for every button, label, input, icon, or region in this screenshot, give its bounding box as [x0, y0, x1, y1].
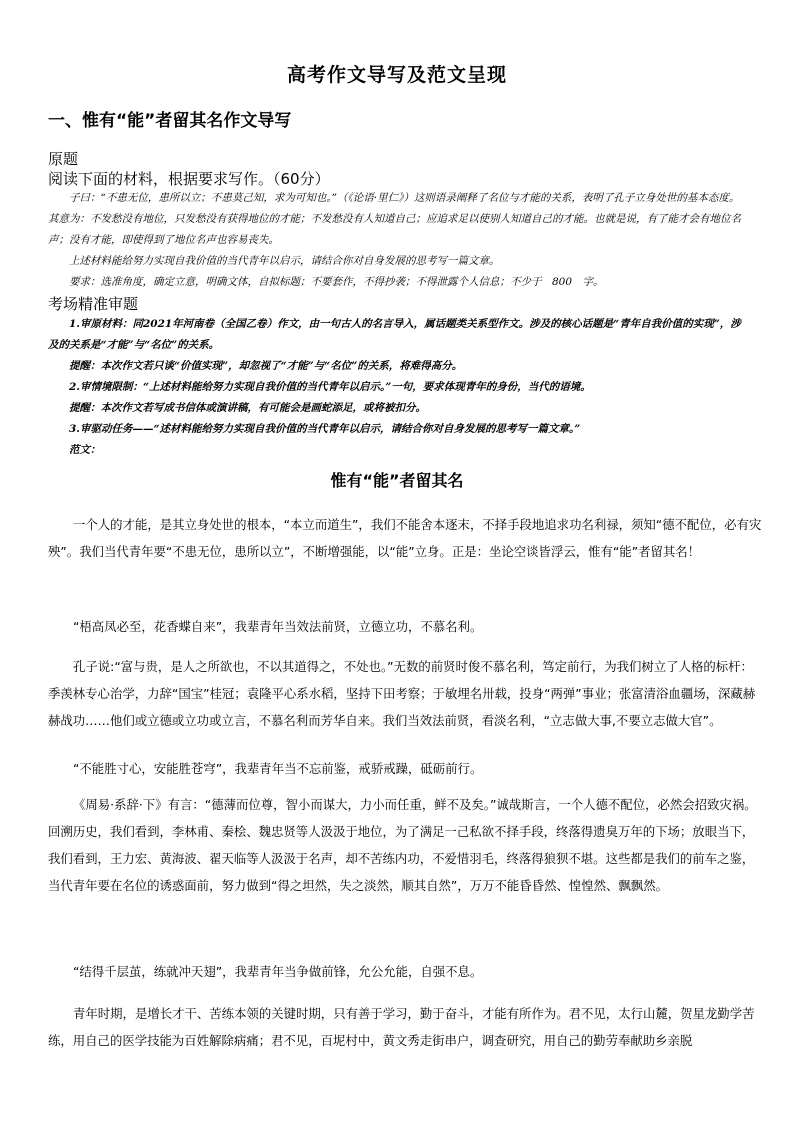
analysis-item-3: 3.审驱动任务——“述材料能给努力实现自我价值的当代青年以启示，请结合你对自身发展的思考写一篇文章。” [69, 423, 581, 435]
analysis-item-1: 1.审原材料：同2021年河南卷（全国乙卷）作文，由一句古人的名言导入，属话题类关系型作文。涉及的核心话题是“青年自我价值的实现”，涉及的关系是“才能”与“名位”的关系。 [48, 318, 741, 351]
model-essay-label: 范文： [69, 444, 101, 456]
essay-paragraph-7 [48, 1000, 763, 1054]
essay-title: 惟有“能”者留其名 [330, 471, 464, 490]
prompt-line: 阅读下面的材料，根据要求写作。（60分） [48, 170, 330, 188]
analysis-tip-1: 提醒：本次作文若只谈“价值实现”，却忽视了“才能”与“名位”的关系，将难得高分。 [69, 360, 463, 372]
essay-paragraph-6 [48, 958, 763, 985]
document-title: 高考作文导写及范文呈现 [286, 64, 507, 86]
essay-paragraph-1 [48, 511, 763, 565]
essay-text: 青年时期，是增长才干、苦练本领的关键时期，只有善于学习，勤于奋斗，才能有所作为。君不见，太行山麓，贺星龙勤学苦练，用自己的医学技能为百姓解除病痛；君不见，百坭村中，黄文秀走街串户，调查研究，用自己的勤劳奉献助乡亲脱 [48, 1006, 755, 1048]
material-requirements: 要求：选准角度，确定立意，明确文体，自拟标题；不要套作，不得抄袭；不得泄露个人信息；不少于 800 字。 [69, 276, 604, 288]
analysis-item-2: 2.审情境限制：“上述材料能给努力实现自我价值的当代青年以启示。”一句，要求体现青年的身份，当代的语境。 [69, 381, 591, 393]
essay-text: “结得千层茧，练就冲天翅”，我辈青年当争做前锋，允公允能，自强不息。 [73, 964, 483, 979]
material-block [48, 188, 748, 293]
material-instruction: 上述材料能给努力实现自我价值的当代青年以启示，请结合你对自身发展的思考写一篇文章。 [69, 255, 500, 267]
analysis-block [48, 314, 748, 461]
section-heading: 一、惟有“能”者留其名作文导写 [48, 111, 292, 131]
origin-label: 原题 [48, 150, 79, 168]
exam-analysis-label: 考场精准审题 [48, 295, 139, 313]
essay-text: 《周易·系辞·下》有言：“德薄而位尊，智小而谋大，力小而任重，鲜不及矣。”诚哉斯言，一个人德不配位，必然会招致灾祸。回溯历史，我们看到，李林甫、秦桧、魏忠贤等人汲汲于地位，为了满足一己私欲不择手段，终落得遗臭万年的下场；放眼当下，我们看到，王力宏、黄海波、翟天临等人汲汲于名声，却不苦练内功，不爱惜羽毛，终落得狼狈不堪。这些都是我们的前车之鉴，当代青年要在名位的诱惑面前，努力做到“得之坦然，失之淡然，顺其自然”，万万不能昏昏然、惶惶然、飘飘然。 [48, 797, 757, 893]
essay-paragraph-3 [48, 653, 763, 734]
essay-text: “不能胜寸心，安能胜苍穹”，我辈青年当不忘前鉴，戒骄戒躁，砥砺前行。 [73, 761, 483, 776]
essay-text: 孔子说:“富与贵，是人之所欲也，不以其道得之，不处也。”无数的前贤时俊不慕名利，笃定前行，为我们树立了人格的标杆：季羡林专心治学，力辞“国宝”桂冠；袁隆平心系水稻，坚持下田考察；于敏埋名卅载，投身“两弹”事业；张富清浴血疆场，深藏赫赫战功……他们或立德或立功或立言，不慕名利而芳华自来。我们当效法前贤，看淡名利，“立志做大事,不要立志做大官”。 [48, 659, 756, 728]
material-quote: 子曰：“不患无位，患所以立；不患莫己知，求为可知也。”（《论语·里仁》）这则语录阐释了名位与才能的关系，表明了孔子立身处世的基本态度。其意为：不发愁没有地位，只发愁没有获得地位的才能；不发愁没有人知道自己；应追求足以使别人知道自己的才能。也就是说，有了能才会有地位名声；没有才能，即使得到了地位名声也容易丧失。 [48, 192, 741, 246]
essay-paragraph-2 [48, 613, 763, 640]
analysis-tip-2: 提醒：本次作文若写成书信体或演讲稿，有可能会是画蛇添足，或将被扣分。 [69, 402, 426, 414]
essay-text: “梧高凤必至，花香蝶自来”，我辈青年当效法前贤，立德立功，不慕名利。 [73, 619, 483, 634]
essay-paragraph-5 [48, 791, 763, 899]
essay-text: 一个人的才能，是其立身处世的根本，“本立而道生”，我们不能舍本逐末，不择手段地追求功名利禄，须知“德不配位，必有灾殃”。我们当代青年要“不患无位，患所以立”，不断增强能，以“能”立身。正是：坐论空谈皆浮云，惟有“能”者留其名！ [48, 517, 762, 559]
essay-paragraph-4 [48, 755, 763, 782]
